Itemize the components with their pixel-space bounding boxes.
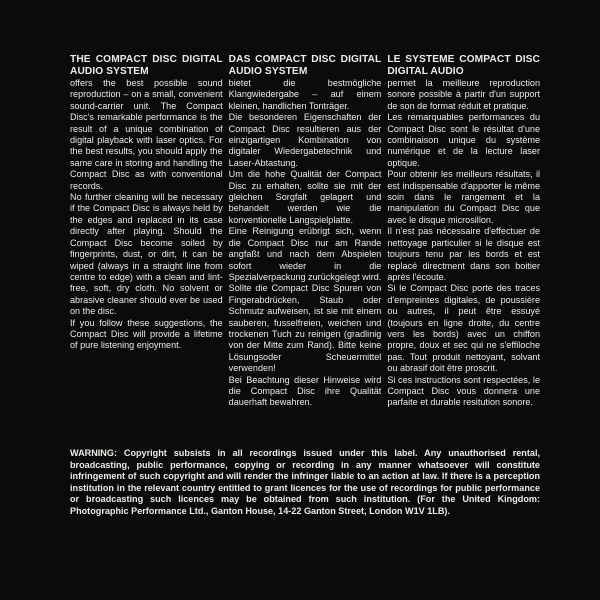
german-paragraph: Die besonderen Eigenschaften der Compact Disc resultieren aus der einzigartigen Kombination von digitaler Wiedergabetechnik und Laser-Abtastung. <box>228 112 382 168</box>
french-paragraph: Les remarquables performances du Compact Disc sont le résultat d'une combinaison unique du système numérique et de la lecture laser optique. <box>387 112 541 168</box>
french-paragraph: Il n'est pas nécessaire d'effectuer de nettoyage particulier si le disque est toujours tenu par les bords et est replacé directment dans son boitier après l'écoute. <box>387 226 541 282</box>
french-title: LE SYSTEME COMPACT DISC DIGITAL AUDIO <box>387 54 541 77</box>
german-paragraph: Eine Reinigung erübrigt sich, wenn die Compact Disc nur am Rande angfaßt und nach dem Abspielen sofort wieder in die Spezialverpackung zurückgelegt wird. <box>228 226 382 282</box>
french-body <box>387 78 540 409</box>
german-body <box>229 78 382 409</box>
german-paragraph: Sollte die Compact Disc Spuren von Fingerabdrücken, Staub oder Schmutz aufweisen, ist sie mit einem sauberen, fusselfreien, weichen und trockenen Tuch zu reinigen (gradlinig von der Mitte zum Rand). Bitte keine Lösungsoder Scheuermittel verwenden! <box>228 283 382 374</box>
french-paragraph: permet la meilleure reproduction sonore possible à partir d'un support de son de format réduit et pratique. <box>387 78 541 111</box>
english-paragraph: offers the best possible sound reproduction – on a small, convenient sound-carrier unit. The Compact Disc's remarkable performance is the result of a unique combination of digital playback with laser optics. For the best results, you should apply the same care in storing and handling the Compact Disc as with conventional records. <box>70 78 223 191</box>
german-column <box>229 54 382 409</box>
english-paragraph: No further cleaning will be necessary if the Compact Disc is always held by the edges and replaced in its case directly after playing. Should the Compact Disc become soiled by fingerprints, dust, or dirt, it can be wiped (always in a straight line from centre to edge) with a clean and lint-free, soft, dry cloth. No solvent or abrasive cleaner should ever be used on the disc. <box>70 192 223 317</box>
german-paragraph: bietet die bestmögliche Klangwiedergabe – auf einem kleinen, handlichen Tonträger. <box>228 78 382 111</box>
german-paragraph: Um die hohe Qualität der Compact Disc zu erhalten, sollte sie mit der gleichen Sorgfalt gelagert und behandelt werden wie die konventionelle Langspielplatte. <box>228 169 382 225</box>
french-column <box>387 54 540 409</box>
english-body <box>70 78 223 352</box>
english-title: THE COMPACT DISC DIGITAL AUDIO SYSTEM <box>70 54 223 77</box>
text-columns <box>70 54 540 409</box>
english-paragraph: If you follow these suggestions, the Compact Disc will provide a lifetime of pure listening enjoyment. <box>70 317 223 351</box>
german-title: DAS COMPACT DISC DIGITAL AUDIO SYSTEM <box>228 54 382 77</box>
english-column <box>70 54 223 409</box>
french-paragraph: Si le Compact Disc porte des traces d'empreintes digitales, de poussière ou autres, il peut être essuyé (toujours en ligne droite, du centre vers les bords) avec un chiffon propre, doux et sec qui ne s'effiloche pas. Tout produit nettoyant, solvant ou abrasif doit être proscrit. <box>387 283 541 374</box>
french-paragraph: Pour obtenir les meilleurs résultats, il est indispensable d'apporter le même soin dans le rangement et la manipulation du Compact Disc que avec le disque microsillon. <box>387 169 541 225</box>
copyright-warning: WARNING: Copyright subsists in all recordings issued under this label. Any unauthorised rental, broadcasting, public performance, copying or recording in any manner whatsoever will constitute infringement of such copyright and will render the infringer liable to an action at law. If there is a perception institution in the relevant country entitled to grant licences for the use of recordings for public performance or broadcasting such licences may be obtained from such institution. (For the United Kingdom: Photographic Performance Ltd., Ganton House, 14-22 Ganton Street, London W1V 1LB). <box>70 448 540 516</box>
french-paragraph: Si ces instructions sont respectées, le Compact Disc vous donnera une parfaite et durable resitution sonore. <box>387 374 541 408</box>
german-paragraph: Bei Beachtung dieser Hinweise wird die Compact Disc ihre Qualität dauerhaft bewahren. <box>228 374 382 408</box>
